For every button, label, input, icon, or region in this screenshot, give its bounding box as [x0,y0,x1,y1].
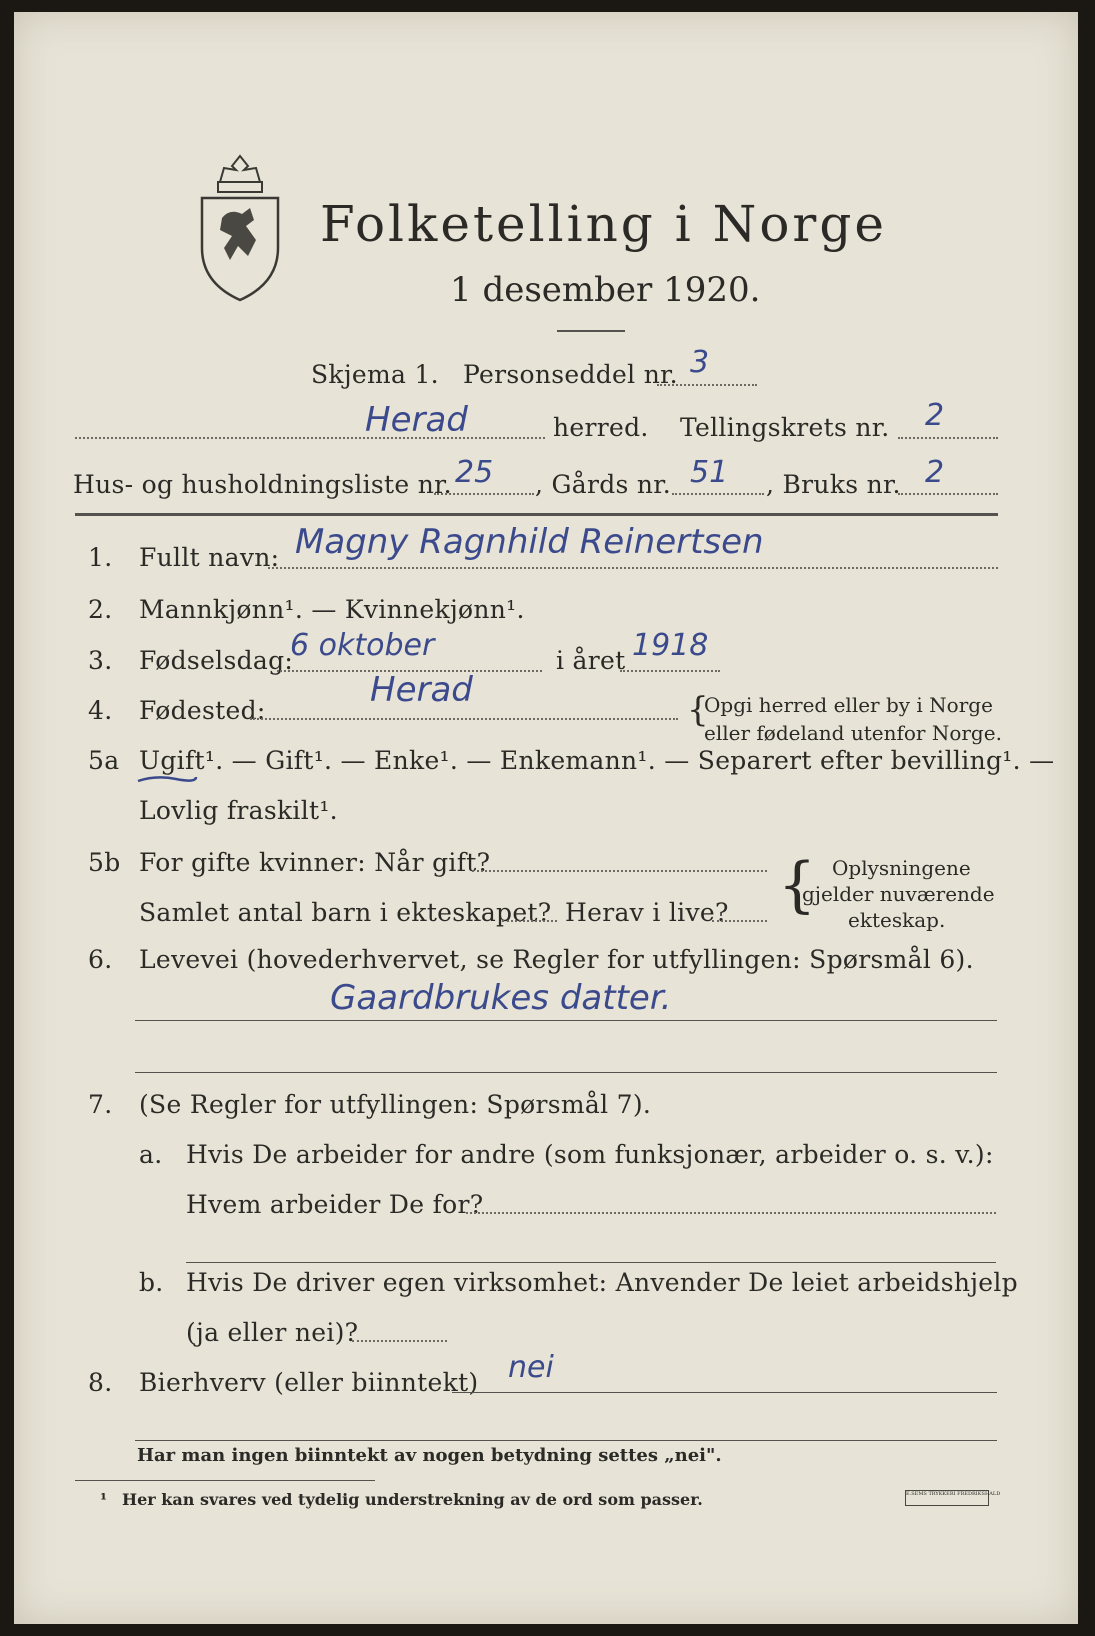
employer-field[interactable] [466,1212,996,1214]
q3-label: Fødselsdag: [139,646,294,675]
marital-status-options[interactable]: Ugift¹. — Gift¹. — Enke¹. — Enkemann¹. — Separert efter bevilling¹. — [139,746,1055,775]
marital-status-options-2[interactable]: Lovlig fraskilt¹. [139,796,338,825]
title-divider [557,330,625,332]
herred-label: herred. [553,413,649,442]
herred-value[interactable]: Herad [365,400,468,440]
occupation-value[interactable]: Gaardbrukes datter. [330,978,672,1018]
hus-value[interactable]: 25 [455,455,494,490]
personseddel-value[interactable]: 3 [690,345,710,380]
q1-number: 1. [88,543,113,572]
birthyear-value[interactable]: 1918 [632,628,709,663]
marriage-note-2: gjelder nuværende [802,882,995,906]
q5a-number: 5a [88,746,120,775]
gender-options[interactable]: Mannkjønn¹. — Kvinnekjønn¹. [139,595,525,624]
q7-number: 7. [88,1090,113,1119]
birthdate-value[interactable]: 6 oktober [290,628,435,663]
children-total-label: Samlet antal barn i ekteskapet? [139,898,552,927]
marriage-note-1: Oplysningene [832,856,971,880]
side-income-value[interactable]: nei [508,1350,554,1385]
q6-number: 6. [88,945,113,974]
marriage-note-3: ekteskap. [848,908,946,932]
q5b-number: 5b [88,848,121,877]
q7b-line2: (ja eller nei)? [186,1318,359,1347]
footnote-text: Her kan svares ved tydelig understrekning av de ord som passer. [122,1490,703,1509]
ugift-underline-icon [136,773,198,785]
occupation-label: Levevei (hovederhvervet, se Regler for utfyllingen: Spørsmål 6). [139,945,974,974]
side-income-label: Bierhverv (eller biinntekt) [139,1368,479,1397]
birthplace-value[interactable]: Herad [370,670,473,710]
bruks-value[interactable]: 2 [925,455,945,490]
birthplace-note-2: eller fødeland utenfor Norge. [704,721,1002,745]
tellingskrets-value[interactable]: 2 [925,398,945,433]
tellingskrets-label: Tellingskrets nr. [680,413,890,442]
q7b-number: b. [139,1268,164,1297]
gards-label: , Gårds nr. [535,470,672,499]
year-label: i året [556,646,626,675]
hired-help-field[interactable] [352,1340,447,1342]
footnote-mark: ¹ [100,1490,108,1509]
personseddel-label: Personseddel nr. [463,360,678,389]
birthplace-note-1: Opgi herred eller by i Norge [704,693,993,717]
q7a-number: a. [139,1140,163,1169]
census-date: 1 desember 1920. [450,270,761,310]
form-title: Folketelling i Norge [320,195,887,253]
full-name-value[interactable]: Magny Ragnhild Reinertsen [295,522,764,562]
q7-label: (Se Regler for utfyllingen: Spørsmål 7). [139,1090,652,1119]
gards-value[interactable]: 51 [690,455,729,490]
header-divider [75,513,998,516]
q4-label: Fødested: [139,696,266,725]
skjema-label: Skjema 1. [311,360,439,389]
hus-label: Hus- og husholdningsliste nr. [73,470,452,499]
q8-number: 8. [88,1368,113,1397]
q4-number: 4. [88,696,113,725]
bruks-label: , Bruks nr. [766,470,901,499]
q7a-line2: Hvem arbeider De for? [186,1190,484,1219]
q7a-line1: Hvis De arbeider for andre (som funksjonær, arbeider o. s. v.): [186,1140,994,1169]
married-when-label: For gifte kvinner: Når gift? [139,848,491,877]
q3-number: 3. [88,646,113,675]
q2-number: 2. [88,595,113,624]
printer-stamp: E.SEMS TRYKKERI FREDRIKSHALD [905,1490,989,1506]
children-alive-label: Herav i live? [565,898,729,927]
q7b-line1: Hvis De driver egen virksomhet: Anvender De leiet arbeidshjelp [186,1268,1018,1297]
q1-label: Fullt navn: [139,543,280,572]
side-income-note: Har man ingen biinntekt av nogen betydning settes „nei". [137,1445,722,1466]
norway-coat-of-arms-icon [190,148,290,308]
